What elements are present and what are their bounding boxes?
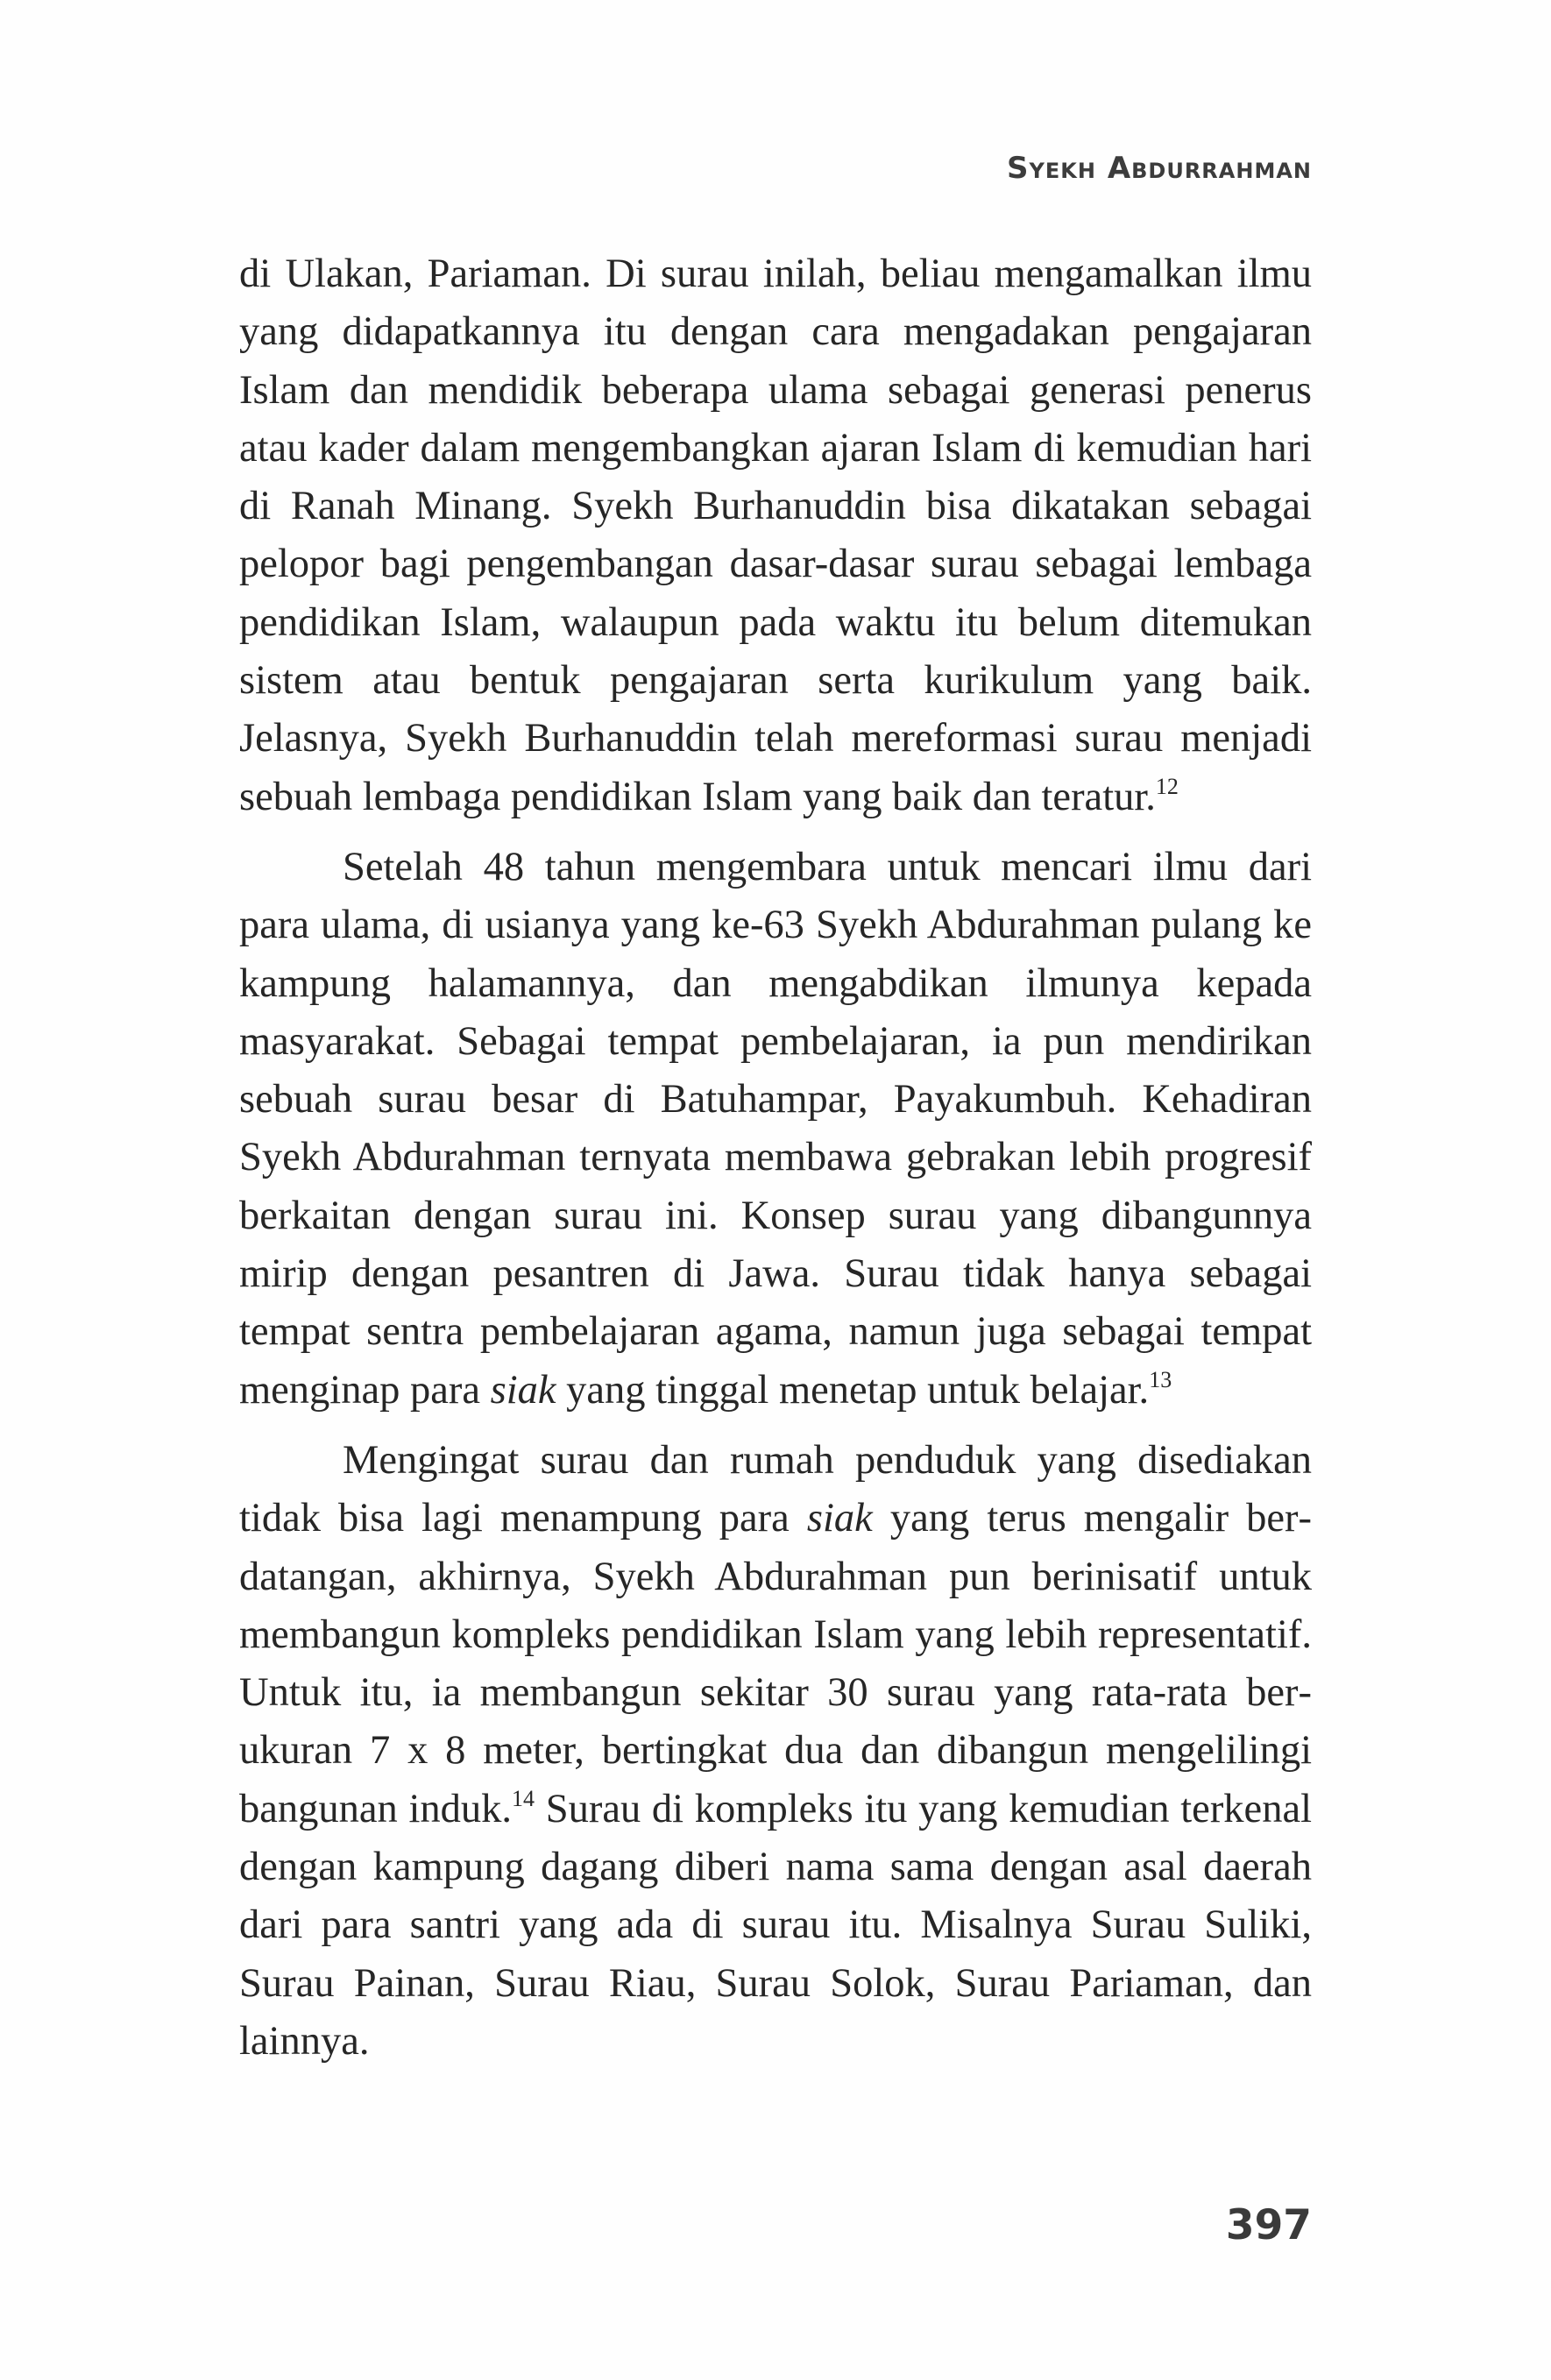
paragraph-3-text: Mengingat surau dan rumah penduduk yang disediakan tidak bisa lagi menampung para (239, 1437, 1312, 1541)
italic-term-siak: siak (806, 1496, 873, 1541)
body-text (239, 245, 1312, 2083)
paragraph-2-tail: yang tinggal menetap untuk belajar. (556, 1367, 1150, 1413)
paragraph-2 (239, 839, 1312, 1420)
paragraph-2-text: Setelah 48 tahun mengembara untuk mencari ilmu dari para ulama, di usianya yang ke-63 Syekh Abdurahman pulang ke kampung halamannya, dan mengabdikan ilmunya kepada masyarakat. Sebagai tempat pembelajaran, ia pun mendirikan sebuah surau besar di Batuhampar, Payakumbuh. Kehadiran Syekh Abdurahman ternyata membawa gebrakan lebih progresif berkaitan dengan surau ini. Konsep surau yang dibangunnya mirip dengan pesantren di Jawa. Surau tidak hanya sebagai tempat sentra pembelajaran agama, namun juga sebagai tempat menginap para (239, 844, 1312, 1413)
running-header: Syekh Abdurrahman (1007, 151, 1312, 186)
paragraph-1-text: di Ulakan, Pariaman. Di surau inilah, beliau mengamalkan ilmu yang didapatkannya itu dengan cara mengadakan pengajaran Islam dan mendidik beberapa ulama sebagai generasi penerus atau kader dalam mengembangkan ajaran Islam di kemudian hari di Ranah Minang. Syekh Burhanuddin bisa dikatakan sebagai pelopor bagi pengembangan dasar-dasar surau sebagai lembaga pendidikan Islam, walaupun pada waktu itu belum ditemukan sistem atau bentuk pengajaran serta kurikulum yang baik. Jelasnya, Syekh Burhanuddin telah mereformasi surau menjadi sebuah lembaga pendidikan Islam yang baik dan teratur. (239, 251, 1312, 819)
paragraph-3 (239, 1432, 1312, 2071)
footnote-ref-12: 12 (1155, 773, 1179, 799)
paragraph-1 (239, 245, 1312, 826)
paragraph-3-middle: yang terus mengalir berdatangan, akhirnya, Syekh Abdurahman pun berinisatif untuk membangun kompleks pendidikan Islam yang lebih representatif. Untuk itu, ia membangun sekitar 30 surau yang rata-rata berukuran 7 x 8 meter, bertingkat dua dan dibangun mengelilingi bangunan induk. (239, 1496, 1313, 1831)
footnote-ref-13: 13 (1149, 1366, 1172, 1392)
paragraph-3-tail: Surau di kompleks itu yang kemudian terkenal dengan kampung dagang diberi nama sama dengan asal daerah dari para santri yang ada di surau itu. Misalnya Surau Suliki, Surau Painan, Surau Riau, Surau Solok, Surau Pariaman, dan lainnya. (239, 1786, 1313, 2064)
italic-term-siak: siak (490, 1367, 556, 1413)
page-number: 397 (1225, 2201, 1312, 2249)
footnote-ref-14: 14 (512, 1785, 535, 1811)
